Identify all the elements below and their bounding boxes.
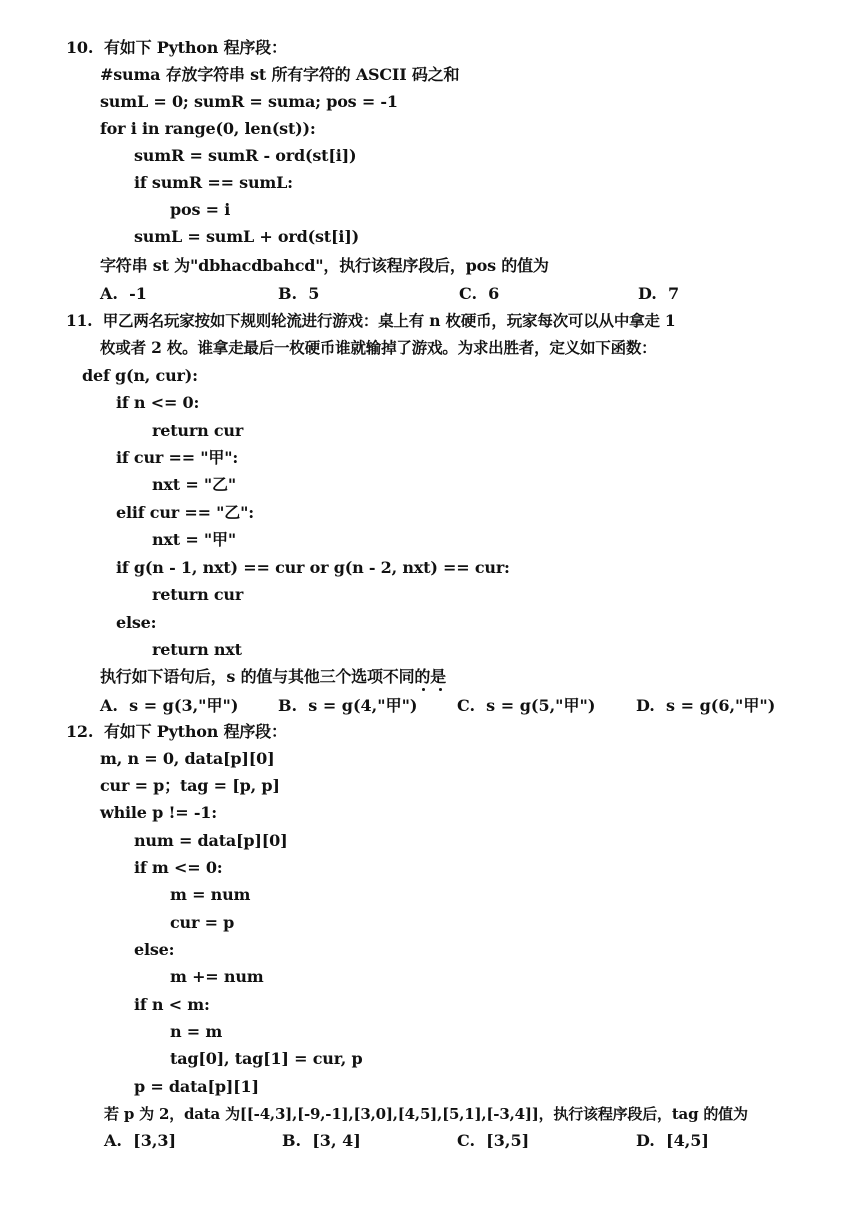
q10-code-line: sumL = 0; sumR = suma; pos = -1 bbox=[100, 92, 398, 111]
q12-question: 若 p 为 2，data 为[[-4,3],[-9,-1],[3,0],[4,5],[5,1],[-3,4]]，执行该程序段后，tag 的值为 bbox=[104, 1105, 748, 1123]
q11-option-c: C. s = g(5,"甲") bbox=[457, 696, 596, 715]
q10-option-b: B. 5 bbox=[278, 284, 320, 303]
q10-option-c: C. 6 bbox=[459, 284, 500, 303]
q10-code-line: sumL = sumL + ord(st[i]) bbox=[134, 227, 359, 246]
q12-code-line: tag[0], tag[1] = cur, p bbox=[170, 1049, 363, 1068]
q11-code-line: if g(n - 1, nxt) == cur or g(n - 2, nxt) == cur: bbox=[116, 558, 510, 577]
q11-option-a: A. s = g(3,"甲") bbox=[100, 696, 239, 715]
q11-title-line1: 11. 甲乙两名玩家按如下规则轮流进行游戏：桌上有 n 枚硬币，玩家每次可以从中拿走 1 bbox=[66, 311, 676, 330]
q11-code-line: nxt = "甲" bbox=[152, 530, 236, 549]
q10-title: 10. 有如下 Python 程序段： bbox=[66, 38, 287, 57]
q12-option-c: C. [3,5] bbox=[457, 1131, 530, 1150]
q12-code-line: while p != -1: bbox=[100, 803, 217, 822]
q11-option-b: B. s = g(4,"甲") bbox=[278, 696, 418, 715]
q10-code-line: #suma 存放字符串 st 所有字符的 ASCII 码之和 bbox=[100, 65, 460, 84]
q11-code-line: return cur bbox=[152, 585, 244, 604]
q12-code-line: p = data[p][1] bbox=[134, 1077, 259, 1096]
q12-code-line: m = num bbox=[170, 885, 251, 904]
q10-code-line: if sumR == sumL: bbox=[134, 173, 293, 192]
q11-option-d: D. s = g(6,"甲") bbox=[636, 696, 776, 715]
q12-code-line: cur = p；tag = [p, p] bbox=[100, 776, 280, 795]
q12-option-a: A. [3,3] bbox=[104, 1131, 177, 1150]
q12-option-d: D. [4,5] bbox=[636, 1131, 709, 1150]
q12-code-line: else: bbox=[134, 940, 175, 959]
q11-code-line: return nxt bbox=[152, 640, 242, 659]
q11-code-line: if cur == "甲": bbox=[116, 448, 239, 467]
q11-code-line: if n <= 0: bbox=[116, 393, 200, 412]
q12-code-line: m, n = 0, data[p][0] bbox=[100, 749, 275, 768]
q12-code-line: if n < m: bbox=[134, 995, 210, 1014]
q10-code-line: pos = i bbox=[170, 200, 231, 219]
q12-code-line: n = m bbox=[170, 1022, 223, 1041]
q11-code-line: return cur bbox=[152, 421, 244, 440]
q10-option-a: A. -1 bbox=[100, 284, 147, 303]
q11-question: 执行如下语句后，s 的值与其他三个选项不同的是 bbox=[100, 667, 446, 686]
q12-code-line: if m <= 0: bbox=[134, 858, 223, 877]
q12-code-line: cur = p bbox=[170, 913, 235, 932]
q11-code-line: elif cur == "乙": bbox=[116, 503, 254, 522]
q11-title-line2: 枚或者 2 枚。谁拿走最后一枚硬币谁就输掉了游戏。为求出胜者，定义如下函数： bbox=[100, 338, 657, 357]
q11-code-line: def g(n, cur): bbox=[82, 366, 198, 385]
emphasis-dot bbox=[422, 688, 425, 691]
q12-code-line: num = data[p][0] bbox=[134, 831, 288, 850]
q12-code-line: m += num bbox=[170, 967, 264, 986]
q10-question: 字符串 st 为"dbhacdbahcd"，执行该程序段后，pos 的值为 bbox=[100, 256, 549, 275]
q10-code-line: for i in range(0, len(st)): bbox=[100, 119, 316, 138]
q11-code-line: nxt = "乙" bbox=[152, 475, 236, 494]
q12-option-b: B. [3, 4] bbox=[282, 1131, 361, 1150]
q10-code-line: sumR = sumR - ord(st[i]) bbox=[134, 146, 357, 165]
emphasis-dot bbox=[439, 688, 442, 691]
q10-option-d: D. 7 bbox=[638, 284, 680, 303]
q11-code-line: else: bbox=[116, 613, 157, 632]
q12-title: 12. 有如下 Python 程序段： bbox=[66, 722, 287, 741]
